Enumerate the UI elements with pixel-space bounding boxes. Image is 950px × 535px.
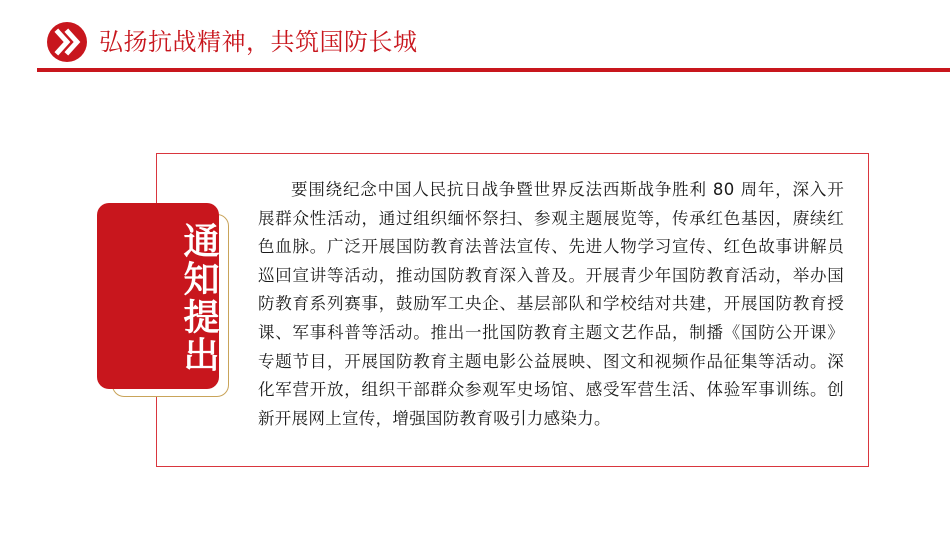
header-divider: [37, 68, 950, 72]
double-chevron-right-icon: [47, 22, 87, 62]
header-logo: [47, 22, 87, 62]
notice-badge: [97, 203, 219, 389]
page-title: 弘扬抗战精神，共筑国防长城: [99, 28, 418, 56]
notice-badge-label: 通知提出: [178, 222, 219, 374]
notice-body-text: 要围绕纪念中国人民抗日战争暨世界反法西斯战争胜利 80 周年，深入开展群众性活动，通过组织缅怀祭扫、参观主题展览等，传承红色基因，赓续红色血脉。广泛开展国防教育法普法宣传、先进人物学习宣传、红色故事讲解员巡回宣讲等活动，推动国防教育深入普及。开展青少年国防教育活动，举办国防教育系列赛事，鼓励军工央企、基层部队和学校结对共建，开展国防教育授课、军事科普等活动。推出一批国防教育主题文艺作品，制播《国防公开课》专题节目，开展国防教育主题电影公益展映、图文和视频作品征集等活动。深化军营开放，组织干部群众参观军史场馆、感受军营生活、体验军事训练。创新开展网上宣传，增强国防教育吸引力感染力。: [258, 180, 844, 428]
